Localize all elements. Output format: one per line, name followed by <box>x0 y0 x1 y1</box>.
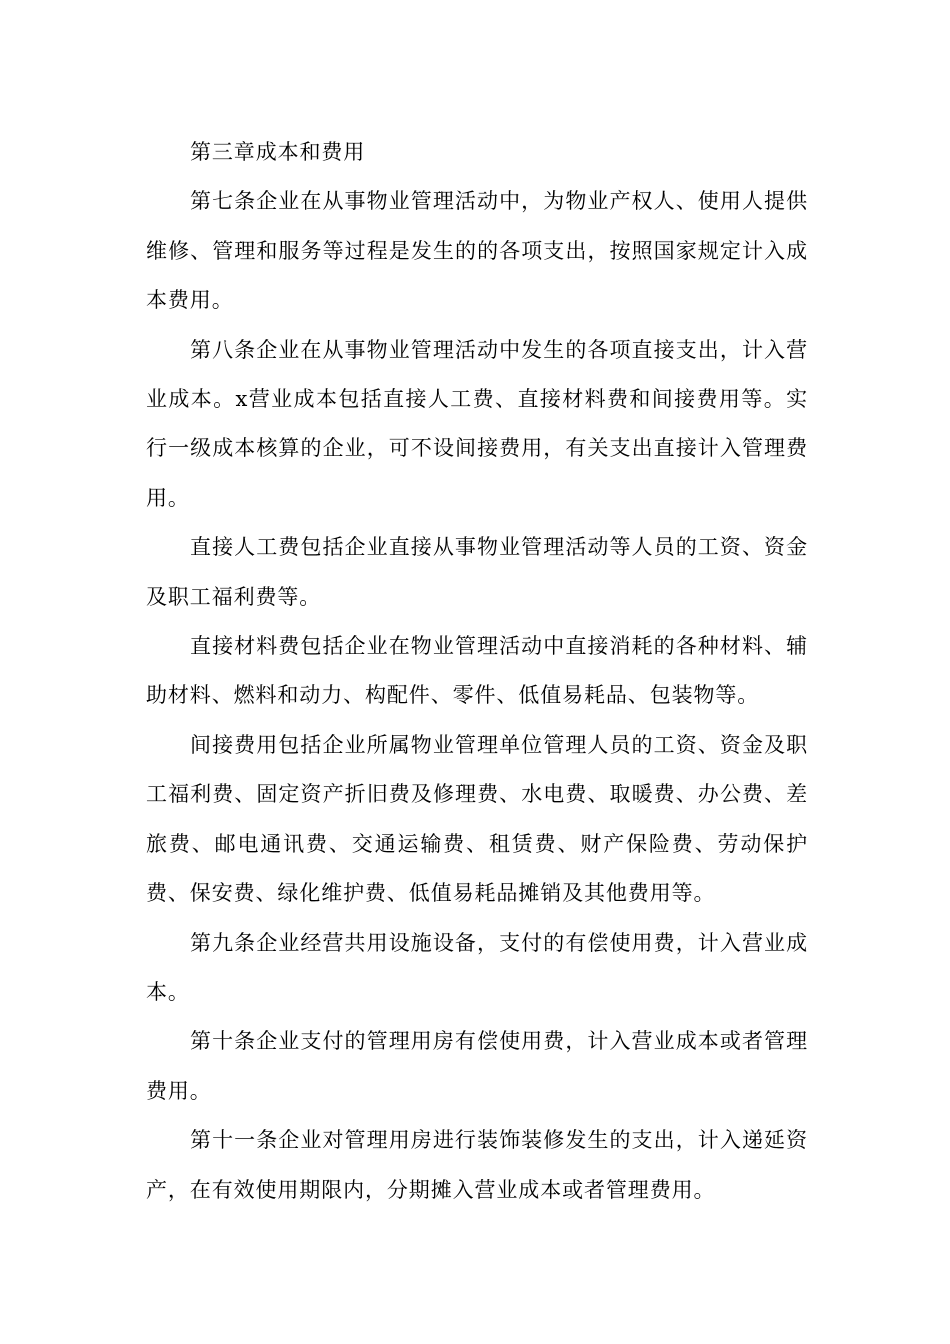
paragraph-direct-materials: 直接材料费包括企业在物业管理活动中直接消耗的各种材料、辅助材料、燃料和动力、构配件、零件、低值易耗品、包装物等。 <box>146 634 808 708</box>
paragraph-direct-labor: 直接人工费包括企业直接从事物业管理活动等人员的工资、资金及职工福利费等。 <box>146 535 808 609</box>
paragraph-indirect-costs: 间接费用包括企业所属物业管理单位管理人员的工资、资金及职工福利费、固定资产折旧费及修理费、水电费、取暖费、办公费、差旅费、邮电通讯费、交通运输费、租赁费、财产保险费、劳动保护费、保安费、绿化维护费、低值易耗品摊销及其他费用等。 <box>146 732 808 906</box>
document-body <box>146 128 808 1215</box>
paragraph-article-10: 第十条企业支付的管理用房有偿使用费，计入营业成本或者管理费用。 <box>146 1029 808 1103</box>
paragraph-article-11: 第十一条企业对管理用房进行装饰装修发生的支出，计入递延资产，在有效使用期限内，分期摊入营业成本或者管理费用。 <box>146 1128 808 1202</box>
paragraph-article-8: 第八条企业在从事物业管理活动中发生的各项直接支出，计入营业成本。x营业成本包括直接人工费、直接材料费和间接费用等。实行一级成本核算的企业，可不设间接费用，有关支出直接计入管理费用。 <box>146 337 808 510</box>
chapter-heading: 第三章成本和费用 <box>190 140 366 164</box>
paragraph-article-9: 第九条企业经营共用设施设备，支付的有偿使用费，计入营业成本。 <box>146 930 808 1004</box>
paragraph-article-7: 第七条企业在从事物业管理活动中，为物业产权人、使用人提供维修、管理和服务等过程是发生的的各项支出，按照国家规定计入成本费用。 <box>146 189 808 313</box>
